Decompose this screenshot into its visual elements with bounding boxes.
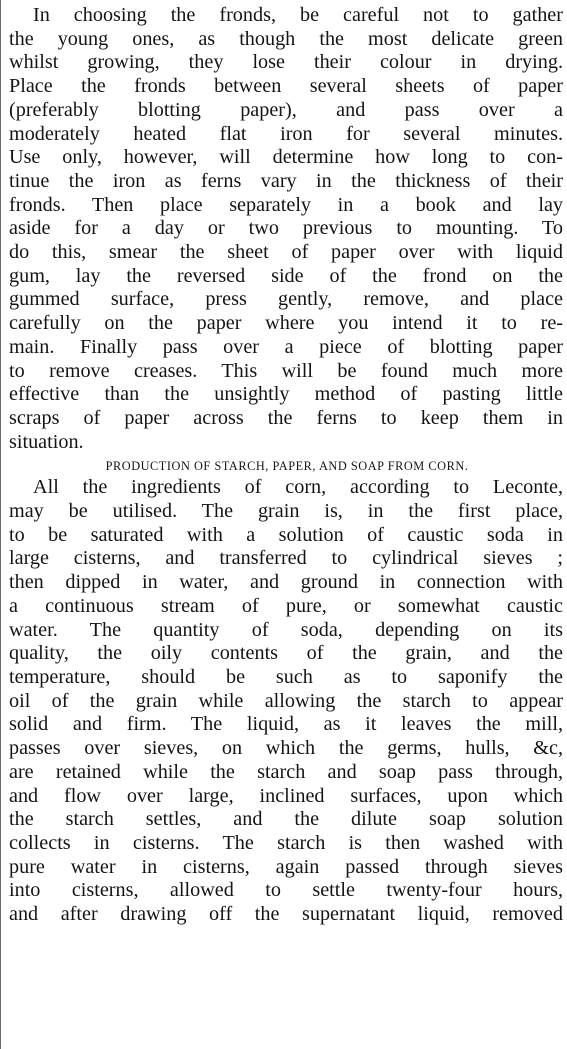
text-line: gum, lay the reversed side of the frond on the: [9, 264, 563, 287]
text-line: the starch settles, and the dilute soap solution: [9, 808, 563, 831]
text-line: passes over sieves, on which the germs, hulls, &c,: [9, 737, 563, 760]
text-line: aside for a day or two previous to mounting. To: [9, 217, 563, 240]
text-line: may be utilised. The grain is, in the first place,: [9, 500, 563, 523]
text-line: Place the fronds between several sheets of paper: [9, 75, 563, 98]
text-line: effective than the unsightly method of pasting little: [9, 383, 563, 406]
text-line: solid and firm. The liquid, as it leaves the mill,: [9, 713, 563, 736]
text-line: oil of the grain while allowing the starch to appear: [9, 689, 563, 712]
text-line: and after drawing off the supernatant liquid, removed: [9, 903, 563, 926]
text-line: tinue the iron as ferns vary in the thickness of their: [9, 169, 563, 192]
text-line: are retained while the starch and soap pass through,: [9, 760, 563, 783]
text-line: large cisterns, and transferred to cylindrical sieves ;: [9, 547, 563, 570]
text-line: water. The quantity of soda, depending on its: [9, 618, 563, 641]
text-line: carefully on the paper where you intend it to re-: [9, 312, 563, 335]
text-line: collects in cisterns. The starch is then washed with: [9, 831, 563, 854]
text-line: quality, the oily contents of the grain, and the: [9, 642, 563, 665]
text-line: situation.: [9, 430, 84, 453]
text-line: gummed surface, press gently, remove, and place: [9, 288, 563, 311]
text-line: a continuous stream of pure, or somewhat caustic: [9, 594, 563, 617]
text-line: scraps of paper across the ferns to keep them in: [9, 406, 563, 429]
text-line: In choosing the fronds, be careful not to gather: [33, 4, 563, 26]
text-line: to be saturated with a solution of caustic soda in: [9, 523, 563, 546]
text-line: fronds. Then place separately in a book and lay: [9, 193, 563, 216]
text-line: into cisterns, allowed to settle twenty-four hours,: [9, 879, 563, 902]
text-line: and flow over large, inclined surfaces, upon which: [9, 784, 563, 807]
section-heading: PRODUCTION OF STARCH, PAPER, AND SOAP FROM CORN.: [105, 459, 469, 474]
text-line: main. Finally pass over a piece of blotting paper: [9, 335, 563, 358]
paragraph-corn-products: [9, 476, 563, 926]
text-line: Use only, however, will determine how long to con-: [9, 146, 563, 169]
text-line: the young ones, as though the most delicate green: [9, 27, 563, 50]
paragraph-fern-mounting: [9, 4, 563, 454]
text-line: moderately heated flat iron for several minutes.: [9, 122, 563, 145]
text-line: temperature, should be such as to saponify the: [9, 665, 563, 688]
text-line: to remove creases. This will be found much more: [9, 359, 563, 382]
text-line: do this, smear the sheet of paper over with liquid: [9, 241, 563, 264]
text-line: then dipped in water, and ground in connection with: [9, 571, 563, 594]
text-line: whilst growing, they lose their colour in drying.: [9, 51, 563, 74]
text-line: pure water in cisterns, again passed through sieves: [9, 855, 563, 878]
text-line: (preferably blotting paper), and pass over a: [9, 98, 563, 121]
text-line: All the ingredients of corn, according to Leconte,: [33, 476, 563, 499]
